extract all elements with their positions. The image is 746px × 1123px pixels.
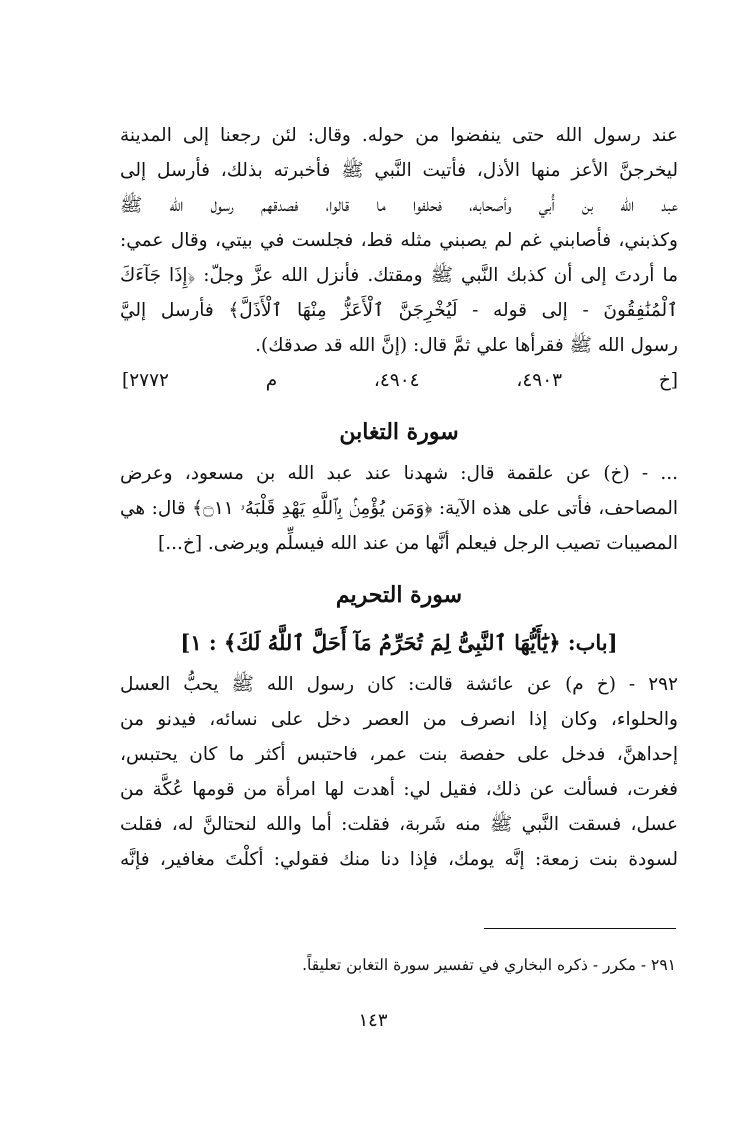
footnote-divider — [484, 928, 676, 929]
text-line: ما أردتَ إلى أن كذبك النَّبي ﷺ ومقتك. فأنزل الله عزَّ وجلّ: ﴿إِذَا جَآءَكَ — [120, 265, 678, 286]
text-line: ٱلْمُنَٰفِقُونَ - إلى قوله - لَيُخْرِجَنَّ ٱلْأَعَزُّ مِنْهَا ٱلْأَذَلَّ﴾ فأرسل إليَّ — [120, 300, 678, 321]
text-line: وكذبني، فأصابني غم لم يصبني مثله قط، فجلست في بيتي، وقال عمي: — [120, 230, 678, 251]
text-line: عبد الله بن أُبي وأصحابه، فحلفوا ما قالوا، فصدقهم رسول الله ﷺ — [120, 195, 678, 216]
text-line: رسول الله ﷺ فقرأها علي ثمَّ قال: (إنَّ الله قد صدقك). — [255, 335, 678, 356]
footnote: ٢٩١ - مكرر - ذكره البخاري في تفسير سورة التغابن تعليقاً. — [302, 956, 676, 974]
text-line: ليخرجنَّ الأعز منها الأذل، فأتيت النَّبي ﷺ فأخبرته بذلك، فأرسل إلى — [120, 160, 678, 181]
text-line: المصاحف، فأتى على هذه الآية: ﴿وَمَن يُؤْمِنۢ بِٱللَّهِ يَهْدِ قَلْبَهُۥ ۝١١﴾ قال: هي — [120, 498, 678, 519]
text-line: عند رسول الله حتى ينفضوا من حوله. وقال: لئن رجعنا إلى المدينة — [120, 125, 678, 146]
chapter-heading: [باب: ﴿يَٰٓأَيُّهَا ٱلنَّبِىُّ لِمَ تُحَرِّمُ مَآ أَحَلَّ ٱللَّهُ لَكَ﴾ : ١] — [180, 630, 618, 655]
text-line: ٢٩٢ - (خ م) عن عائشة قالت: كان رسول الله ﷺ يحبُّ العسل — [120, 674, 678, 695]
surah-title-tahrim: سورة التحريم — [335, 582, 463, 608]
text-line: لسودة بنت زمعة: إنَّه يومك، فإذا دنا منك فقولي: أكلْتَ مغافير، فإنَّه — [120, 849, 678, 870]
page-number: ١٤٣ — [358, 1010, 388, 1031]
text-line: ... - (خ) عن علقمة قال: شهدنا عند عبد الله بن مسعود، وعرض — [120, 463, 678, 484]
text-line: عسل، فسقت النَّبي ﷺ منه شَربة، فقلت: أما والله لنحتالنَّ له، فقلت — [120, 814, 678, 835]
text-line: إحداهنَّ، فدخل على حفصة بنت عمر، فاحتبس أكثر ما كان يحتبس، — [120, 744, 678, 765]
page-body — [120, 118, 678, 877]
text-line: والحلواء، وكان إذا انصرف من العصر دخل على نسائه، فيدنو من — [120, 709, 678, 730]
surah-title-taghabun: سورة التغابن — [339, 419, 459, 445]
text-line: فغرت، فسألت عن ذلك، فقيل لي: أهدت لها امرأة من قومها عُكَّة من — [120, 779, 678, 800]
hadith-reference: [خ ٤٩٠٣، ٤٩٠٤، م ٢٧٧٢] — [122, 370, 678, 391]
text-line: المصيبات تصيب الرجل فيعلم أنَّها من عند الله فيسلِّم ويرضى. [خ...] — [158, 533, 678, 554]
